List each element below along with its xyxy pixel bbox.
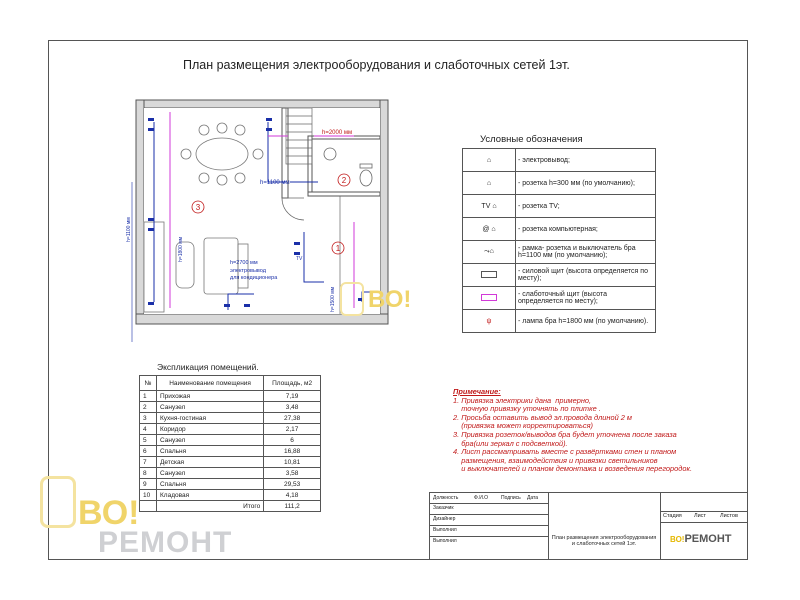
note-line: и выключателей и планом демонтажа и возведения перегородок. [453,464,692,474]
annotation-h1100: h=1100 мм [260,180,290,186]
annotation-h1100-left: h=1100 мм [126,217,132,242]
table-row [140,435,321,446]
stamp-logo-badge: ВО! [670,535,685,544]
legend-row [463,149,656,172]
outlet-icon: ⌂ [463,149,516,172]
sconce-icon: ψ [463,310,516,333]
note-line: 2. Просьба оставить вывод эл.провода длиной 2 м [453,412,632,422]
socket-icon: ⌂ [463,172,516,195]
note-line: 1. Привязка электрики дана примерно, [453,395,592,405]
stamp-header-row [430,493,548,504]
room-name: Детская [157,457,264,468]
room-name: Спальня [157,479,264,490]
stamp-logo-word: РЕМОНТ [684,533,732,545]
total-value: 111,2 [264,501,321,512]
legend-prefix: @ [482,225,490,233]
legend-text: - розетка h=300 мм (по умолчанию); [516,172,656,195]
table-row [140,402,321,413]
room-name: Кухня-гостиная [157,413,264,424]
table-row [140,424,321,435]
row-number: 10 [140,490,157,501]
annotation-h2700: h=2700 мм [230,260,258,266]
table-row [140,457,321,468]
stamp-logo [670,533,732,545]
note-block [453,388,692,474]
stamp-header: Дата [527,495,539,501]
table-row [140,391,321,402]
annotation-tv: TV [296,256,303,262]
legend-text: - рамка- розетка и выключатель бра h=1100 мм (по умолчанию); [516,241,656,264]
legend-text: - розетка TV; [516,195,656,218]
low-current-panel-icon [463,287,516,310]
thumbs-up-icon [340,282,364,316]
annotation-conditioner-line2: для кондиционера [230,275,278,281]
row-number: 4 [140,424,157,435]
row-number: 6 [140,446,157,457]
row-number: 1 [140,391,157,402]
explication-title: Экспликация помещений. [157,362,259,372]
row-number: 5 [140,435,157,446]
annotation-h1500: h=1500 мм [330,286,336,312]
note-line: 4. Лист рассматривать вместе с развёртками стен и планом [453,447,677,457]
room-area: 4,18 [264,490,321,501]
tv-socket-icon: TV ⌂ [463,195,516,218]
page-title: План размещения электрооборудования и слаботочных сетей 1эт. [183,58,570,72]
watermark-badge: ВО! [368,286,412,313]
watermark-badge: ВО! [78,494,140,532]
legend-row [463,241,656,264]
room-area: 6 [264,435,321,446]
stamp-column: Листов [720,513,738,519]
annotation-h1800: h=1800 мм [178,236,184,262]
legend-row [463,218,656,241]
room-name: Коридор [157,424,264,435]
stamp-role: Выполнил [433,527,457,533]
note-line: бра(или зеркал с подсветкой). [453,438,568,448]
stamp-column: Стадия [663,513,682,519]
stamp-role: Выполнил [433,538,457,544]
room-name: Прихожая [157,391,264,402]
room-name: Спальня [157,446,264,457]
room-area: 7,19 [264,391,321,402]
row-number: 2 [140,402,157,413]
watermark-word: РЕМОНТ [98,526,233,559]
legend-row [463,195,656,218]
room-number-3: 3 [195,203,201,212]
note-line: точную привязку уточнять по плитке . [453,404,601,414]
room-area: 3,58 [264,468,321,479]
power-panel-icon [463,264,516,287]
annotation-conditioner-line1: электровывод [230,268,266,274]
switch-icon: ⤳⌂ [463,241,516,264]
row-number: 9 [140,479,157,490]
stamp-column: Лист [694,513,706,519]
note-line: размещения, взаимодействия и привязки светильников [453,455,658,465]
room-area: 2,17 [264,424,321,435]
legend-text: - слаботочный щит (высота определяется по месту); [516,287,656,310]
legend-text: - лампа бра h=1800 мм (по умолчанию). [516,310,656,333]
legend-title: Условные обозначения [480,134,583,145]
total-label: Итого [157,501,264,512]
sheet-title: План размещения электрооборудования и слаботочных сетей 1эт. [551,535,657,547]
stamp-role: Заказчик [433,505,454,511]
legend-row [463,310,656,333]
room-name: Кладовая [157,490,264,501]
title-block [429,492,748,559]
legend-row [463,264,656,287]
room-area: 29,53 [264,479,321,490]
stamp-role: Дизайнер [433,516,456,522]
row-number: 8 [140,468,157,479]
room-name: Санузел [157,468,264,479]
stamp-header: Подпись [501,495,521,501]
legend-text: - силовой щит (высота определяется по месту); [516,264,656,287]
room-area: 10,81 [264,457,321,468]
note-heading: Примечание: [453,387,501,396]
room-name: Санузел [157,435,264,446]
room-area: 27,38 [264,413,321,424]
watermark-logo [40,468,300,568]
computer-socket-icon: @ ⌂ [463,218,516,241]
room-number-1: 1 [335,244,341,253]
note-line: 3. Привязка розеток/выводов бра будет уточнена после заказа [453,429,677,439]
room-area: 16,88 [264,446,321,457]
annotation-h2000: h=2000 мм [322,130,353,136]
stamp-header: Должность [433,495,459,501]
table-row [140,413,321,424]
legend-prefix: TV [481,202,491,210]
row-number: 3 [140,413,157,424]
legend-text: - электровывод; [516,149,656,172]
legend-row [463,287,656,310]
note-line: (привязка может корректироваться) [453,421,593,431]
room-area: 3,48 [264,402,321,413]
column-header: Площадь, м2 [264,376,321,391]
table-row [140,446,321,457]
legend-text: - розетка компьютерная; [516,218,656,241]
thumbs-up-icon [40,476,76,528]
legend-table [462,148,656,333]
column-header: Наименование помещения [157,376,264,391]
column-header: № [140,376,157,391]
stamp-header: Ф.И.О [474,495,489,501]
table-header-row [140,376,321,391]
legend-row [463,172,656,195]
room-number-2: 2 [341,176,347,185]
row-number: 7 [140,457,157,468]
room-name: Санузел [157,402,264,413]
